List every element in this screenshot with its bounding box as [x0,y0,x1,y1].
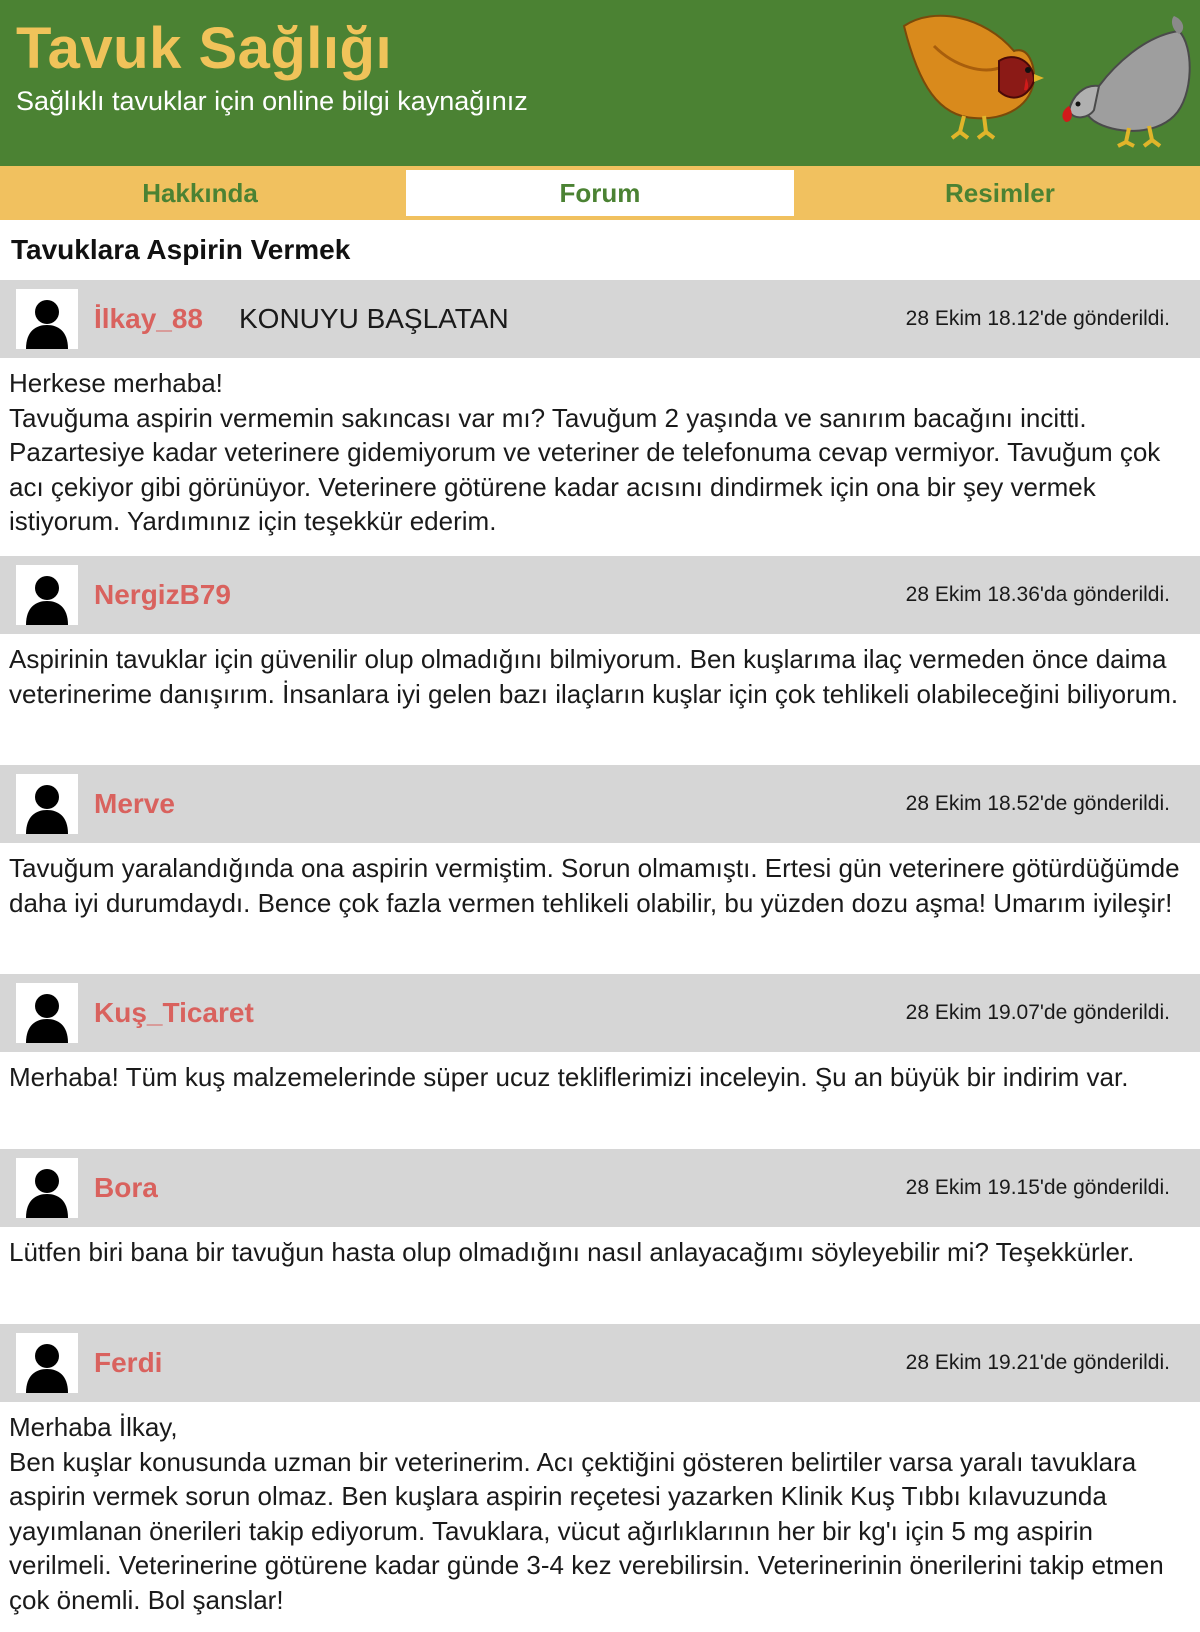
nav-item-forum[interactable]: Forum [406,170,794,216]
orange-hen-icon [904,16,1044,138]
main-nav [0,166,1200,220]
avatar[interactable] [16,774,78,834]
user-silhouette-icon [24,1166,70,1218]
hens-illustration [894,6,1194,156]
post-username[interactable]: NergizB79 [94,579,231,610]
avatar[interactable] [16,1333,78,1393]
avatar[interactable] [16,1158,78,1218]
post-timestamp: 28 Ekim 18.52'de gönderildi. [905,792,1170,815]
post-body: Tavuğum yaralandığında ona aspirin vermiştim. Sorun olmamıştı. Ertesi gün veterinere götürdüğümde daha iyi durumdaydı. Bence çok fazla vermen tehlikeli olabilir, bu yüzden dozu aşma! Umarım iyileşir! [9,853,1180,918]
forum-post [0,765,1200,974]
post-header [0,280,1200,358]
post-header [0,1149,1200,1227]
forum-post [0,280,1200,556]
nav-item-hakkinda[interactable]: Hakkında [142,177,258,208]
post-header [0,974,1200,1052]
post-body: Lütfen biri bana bir tavuğun hasta olup olmadığını nasıl anlayacağımı söyleyebilir mi? Teşekkürler. [9,1237,1135,1267]
site-subtitle: Sağlıklı tavuklar için online bilgi kaynağınız [16,86,528,116]
user-silhouette-icon [24,991,70,1043]
post-username[interactable]: Ferdi [94,1347,163,1378]
thread-title: Tavuklara Aspirin Vermek [11,234,351,265]
avatar[interactable] [16,983,78,1043]
post-body: Herkese merhaba! Tavuğuma aspirin vermemin sakıncası var mı? Tavuğum 2 yaşında ve sanırım bacağını incitti. Pazartesiye kadar veterinere gidemiyorum ve veteriner de telefonuma cevap vermiyor. Tavuğum çok acı çekiyor gibi görünüyor. Veterinere götürene kadar acısını dindirmek için ona bir şey vermek istiyorum. Yardımınız için teşekkür ederim. [9,368,1161,536]
user-silhouette-icon [24,1341,70,1393]
post-body: Merhaba! Tüm kuş malzemelerinde süper ucuz tekliflerimizi inceleyin. Şu an büyük bir indirim var. [9,1062,1129,1092]
site-header [0,0,1200,166]
forum-post [0,556,1200,765]
post-body: Merhaba İlkay, Ben kuşlar konusunda uzman bir veterinerim. Acı çektiğini gösteren belirtiler varsa yaralı tavuklara aspirin vermek sorun olmaz. Ben kuşlara aspirin reçetesi yazarken Klinik Kuş Tıbbı kılavuzunda yayımlanan önerileri takip ediyorum. Tavuklara, vücut ağırlıklarının her bir kg'ı için 5 mg aspirin verilmeli. Veterinerine götürene kadar günde 3-4 kez verebilirsin. Veterinerinin önerilerini takip etmen çok önemli. Bol şanslar! [9,1412,1164,1615]
post-body: Aspirinin tavuklar için güvenilir olup olmadığını bilmiyorum. Ben kuşlarıma ilaç vermeden önce daima veterinerime danışırım. İnsanlara iyi gelen bazı ilaçların kuşlar için çok tehlikeli olabileceğini biliyorum. [9,644,1179,709]
gray-hen-icon [1062,16,1189,146]
post-timestamp: 28 Ekim 19.07'de gönderildi. [905,1001,1170,1024]
post-header [0,556,1200,634]
site-title[interactable]: Tavuk Sağlığı [16,16,393,81]
forum-post [0,974,1200,1149]
post-timestamp: 28 Ekim 18.12'de gönderildi. [905,307,1170,330]
post-username[interactable]: İlkay_88 [94,303,203,334]
post-username[interactable]: Bora [94,1172,158,1203]
topic-starter-badge: KONUYU BAŞLATAN [239,303,509,334]
post-username[interactable]: Kuş_Ticaret [94,997,254,1028]
nav-item-resimler[interactable]: Resimler [945,177,1055,208]
user-silhouette-icon [24,782,70,834]
avatar[interactable] [16,289,78,349]
forum-post [0,1324,1200,1632]
user-silhouette-icon [24,573,70,625]
post-timestamp: 28 Ekim 19.15'de gönderildi. [905,1176,1170,1199]
post-username[interactable]: Merve [94,788,175,819]
avatar[interactable] [16,565,78,625]
post-header [0,1324,1200,1402]
post-header [0,765,1200,843]
post-timestamp: 28 Ekim 19.21'de gönderildi. [905,1351,1170,1374]
post-timestamp: 28 Ekim 18.36'da gönderildi. [905,583,1170,606]
user-silhouette-icon [24,297,70,349]
forum-post [0,1149,1200,1324]
